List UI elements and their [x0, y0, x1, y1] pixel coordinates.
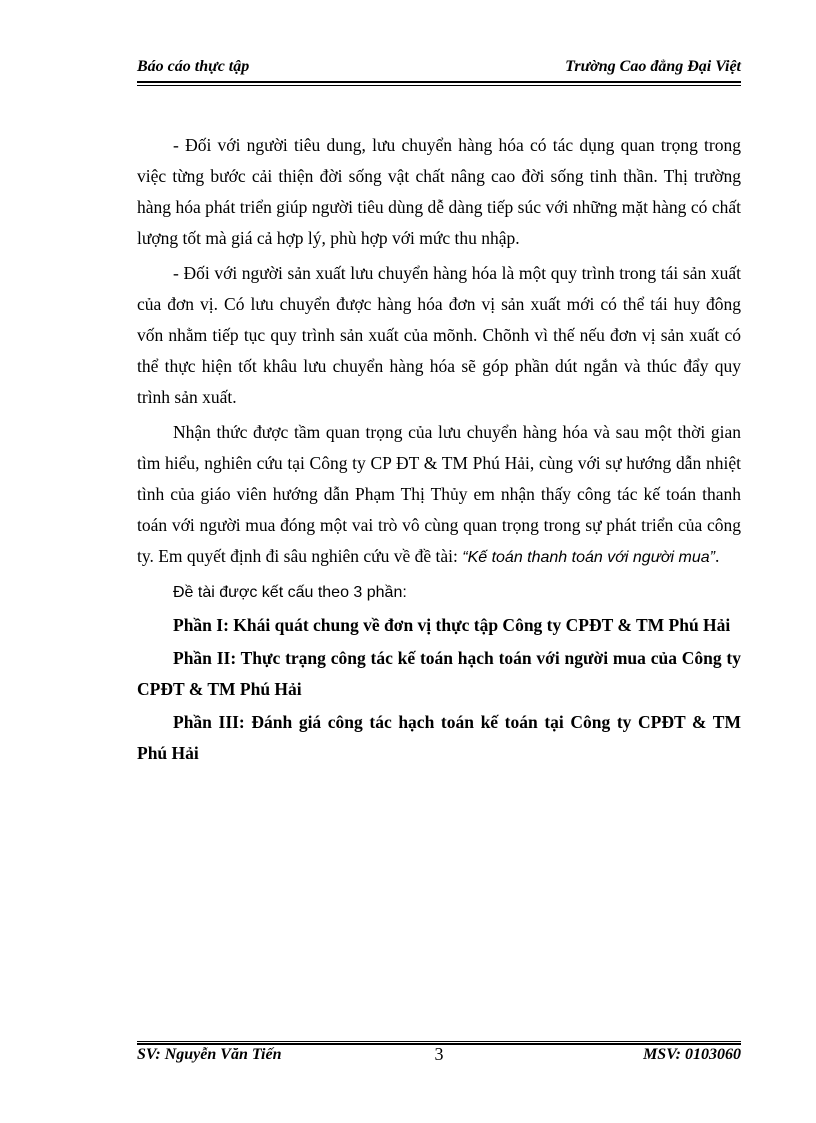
- part-2-heading: Phần II: Thực trạng công tác kế toán hạch toán với người mua của Công ty CPĐT & TM Phú Hải: [137, 648, 741, 699]
- header-report-title: Báo cáo thực tập: [137, 58, 250, 75]
- awareness-end: .: [714, 546, 720, 566]
- paragraph-awareness: [137, 417, 741, 573]
- awareness-text: Nhận thức được tầm quan trọng của lưu chuyển hàng hóa và sau một thời gian tìm hiểu, nghiên cứu tại Công ty CP ĐT & TM Phú Hải, cùng với sự hướng dẫn nhiệt tình của giáo viên hướng dẫn Phạm Thị Thủy em nhận thấy công tác kế toán thanh toán với người mua đóng một vai trò vô cùng quan trọng trong sự phát triển của công ty. Em quyết định đi sâu nghiên cứu về đề tài:: [137, 422, 741, 566]
- paragraph-consumer: - Đối với người tiêu dung, lưu chuyển hàng hóa có tác dụng quan trọng trong việc từng bước cải thiện đời sống vật chất nâng cao đời sống tinh thần. Thị trường hàng hóa phát triển giúp người tiêu dùng dễ dàng tiếp súc với những mặt hàng có chất lượng tốt mà giá cả hợp lý, phù hợp với mức thu nhập.: [137, 135, 741, 248]
- header-rule-thick: [137, 81, 741, 83]
- header-rule-thin: [137, 85, 741, 86]
- header-school-name: Trường Cao đẳng Đại Việt: [565, 58, 741, 75]
- document-body: [137, 130, 741, 771]
- footer-rule-thin: [137, 1041, 741, 1042]
- paragraph-producer: - Đối với người sản xuất lưu chuyển hàng hóa là một quy trình trong tái sản xuất của đơn vị. Có lưu chuyển được hàng hóa đơn vị sản xuất mới có thể tái huy đông vốn nhằm tiếp tục quy trình sản xuất của mõnh. Chõnh vì thế nếu đơn vị sản xuất có thể thực hiện tốt khâu lưu chuyển hàng hóa sẽ góp phần dút ngắn và thúc đẩy quy trình sản xuất.: [137, 263, 741, 407]
- footer-student-name: SV: Nguyễn Văn Tiến: [137, 1046, 282, 1063]
- part-3-heading: Phần III: Đánh giá công tác hạch toán kế toán tại Công ty CPĐT & TM Phú Hải: [137, 712, 741, 763]
- page-header: [137, 56, 741, 80]
- thesis-title: “Kế toán thanh toán với người mua”: [462, 549, 715, 566]
- page-number: 3: [434, 1044, 444, 1064]
- footer-student-id: MSV: 0103060: [643, 1046, 741, 1063]
- part-1-heading: Phần I: Khái quát chung về đơn vị thực tập Công ty CPĐT & TM Phú Hải: [173, 615, 731, 635]
- paragraph-structure-intro: Đề tài được kết cấu theo 3 phần:: [173, 584, 407, 601]
- page-footer: [137, 1046, 741, 1070]
